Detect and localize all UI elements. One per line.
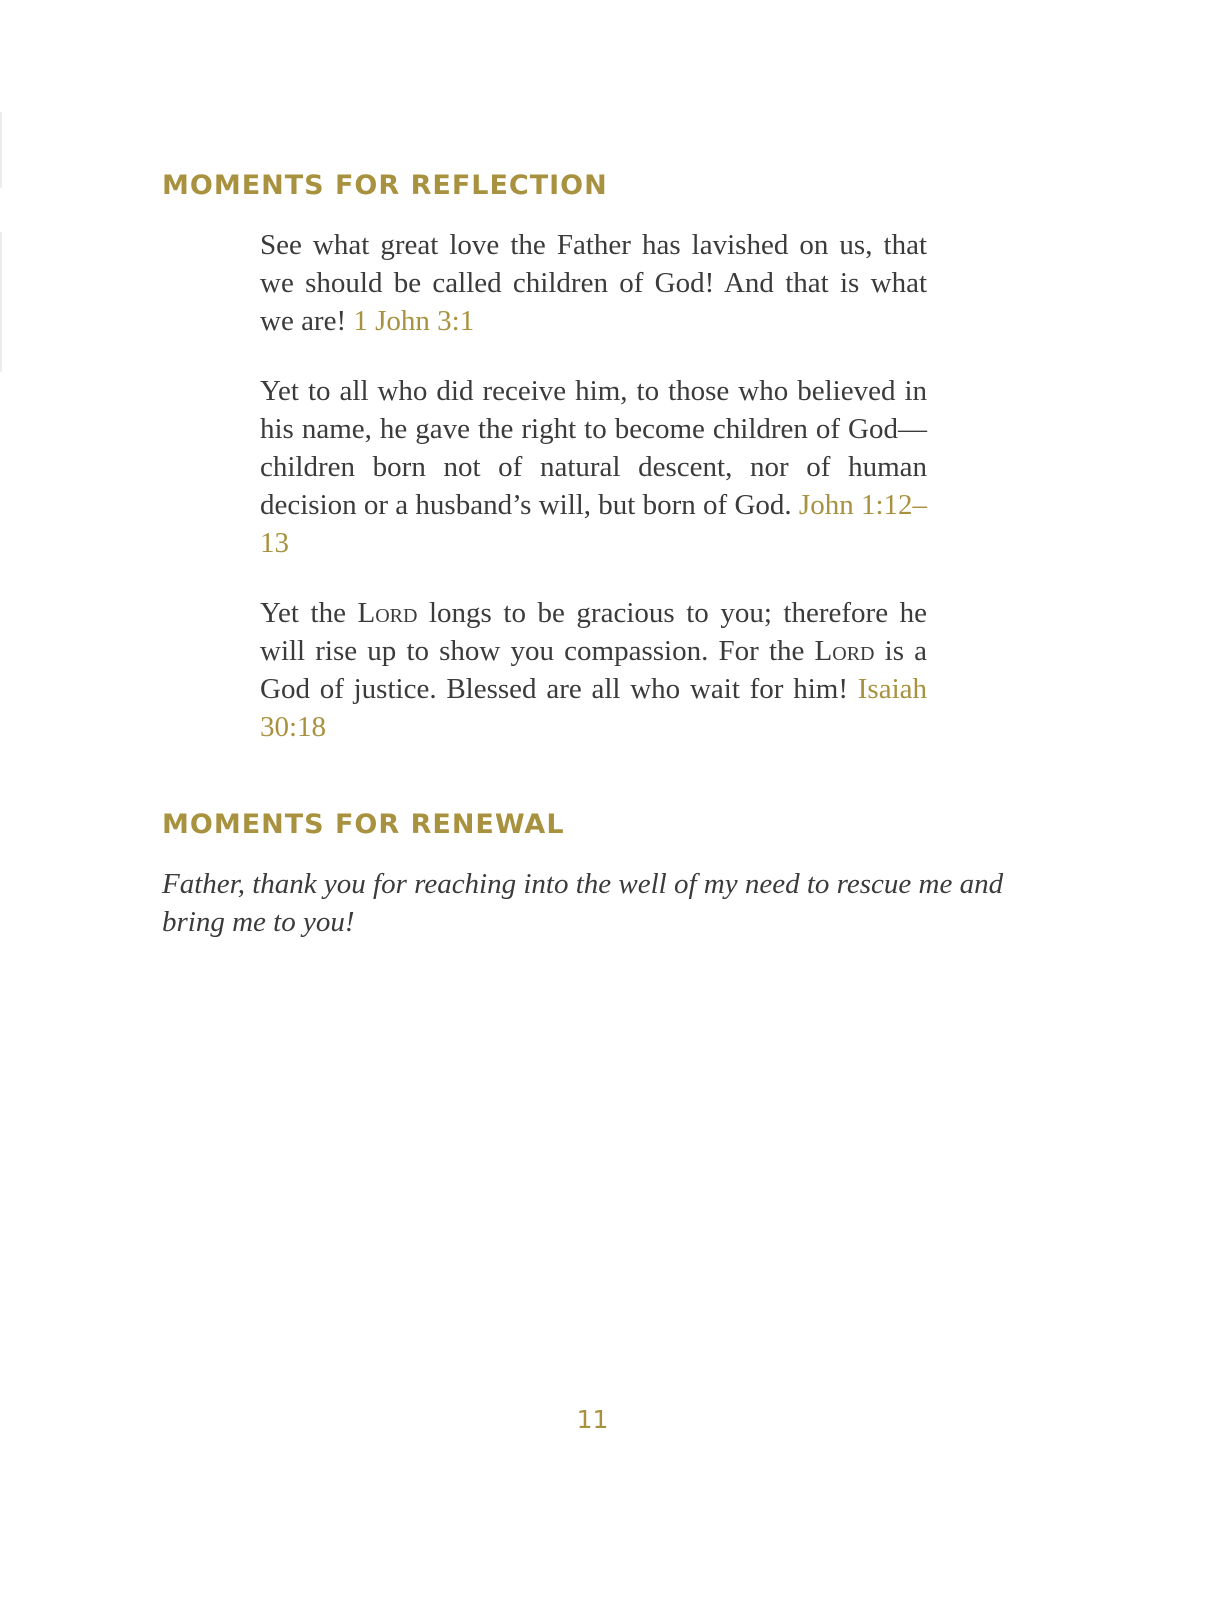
- page-edge-mark: [0, 112, 2, 188]
- verse-block: [260, 372, 927, 563]
- verse-list: [260, 226, 927, 777]
- verse-text: Yet the: [260, 596, 358, 629]
- verse-reference: John 1:12–13: [260, 489, 928, 560]
- section-heading-renewal: MOMENTS FOR RENEWAL: [162, 809, 565, 840]
- verse-text: is a God of justice. Blessed are all who wait for him!: [260, 634, 927, 706]
- section-heading-reflection: MOMENTS FOR REFLECTION: [162, 170, 608, 201]
- page-edge-mark: [0, 232, 2, 372]
- divine-name: Lord: [814, 634, 875, 667]
- divine-name: Lord: [357, 596, 418, 629]
- verse-reference: 1 John 3:1: [353, 305, 475, 338]
- verse-block: [260, 226, 927, 341]
- verse-text: longs to be gracious to you; therefore he will rise up to show you compassion. For the: [260, 596, 927, 667]
- verse-text: See what great love the Father has lavished on us, that we should be called children of God! And that is what we are!: [260, 229, 927, 338]
- verse-reference: Isaiah 30:18: [260, 673, 928, 744]
- verse-block: [260, 594, 927, 747]
- verse-text: Yet to all who did receive him, to those who believed in his name, he gave the right to become children of God—children born not of natural descent, nor of human decision or a husband’s will, but born of God.: [260, 374, 927, 522]
- prayer-text: Father, thank you for reaching into the well of my need to rescue me and bring me to you!: [162, 868, 1004, 939]
- page-number: 11: [576, 1405, 609, 1434]
